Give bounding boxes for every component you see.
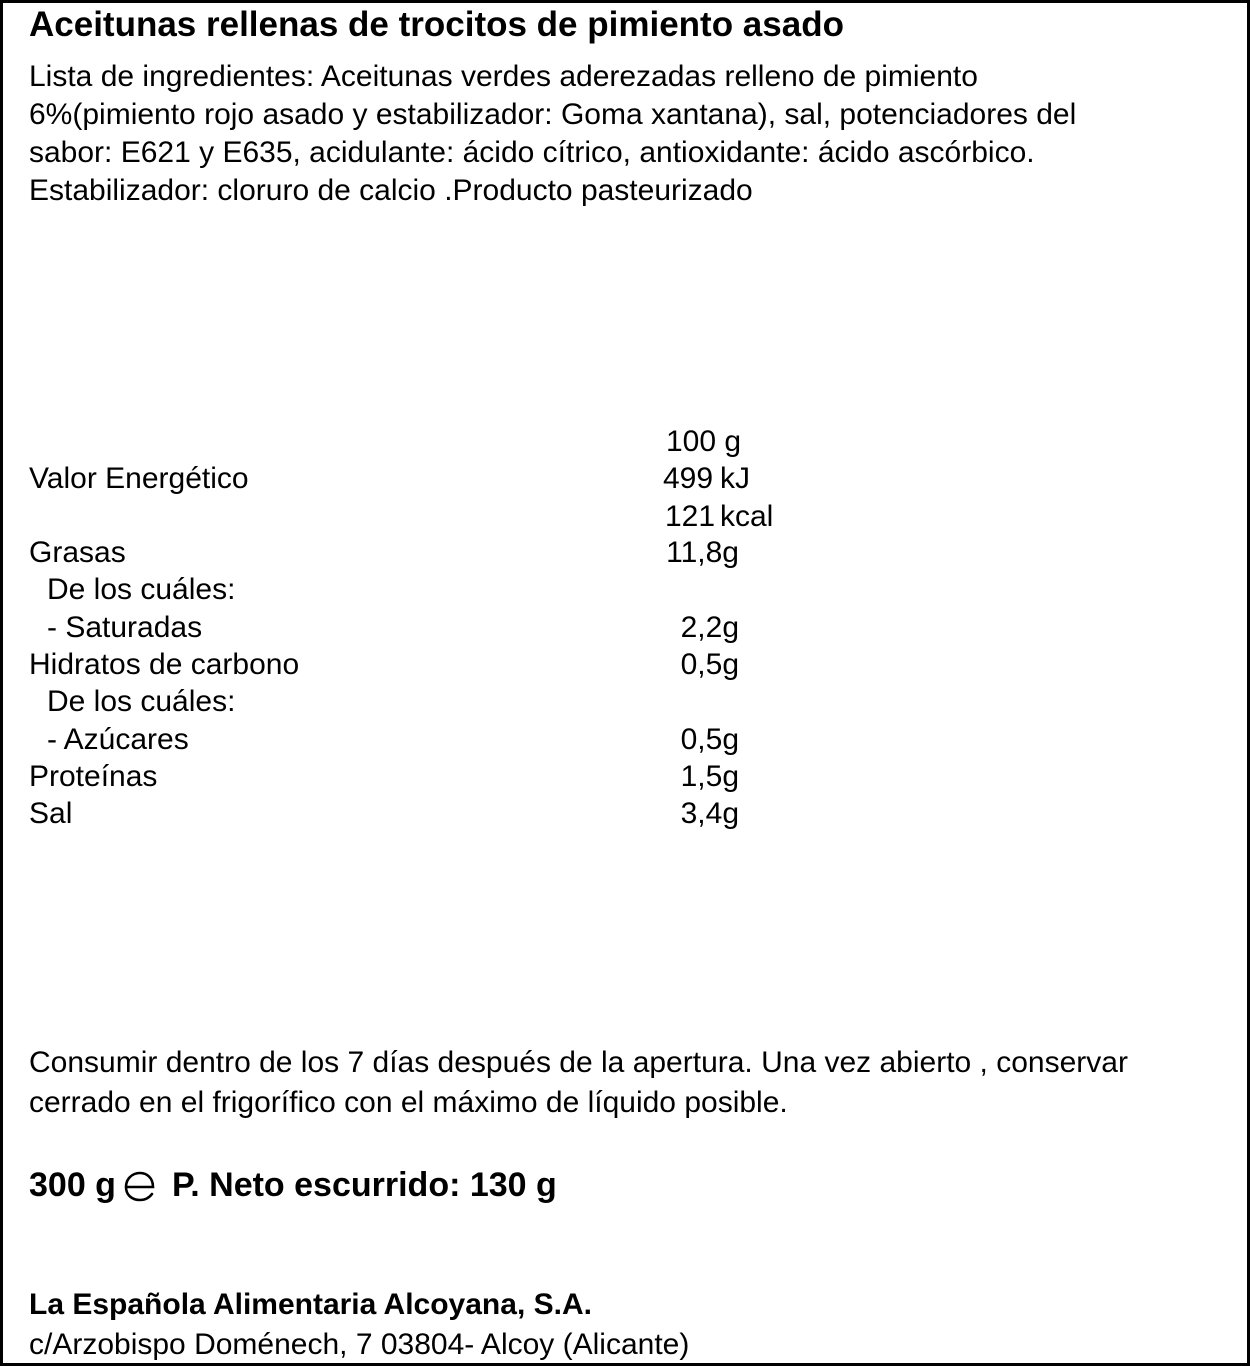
protein-label: Proteínas (29, 760, 158, 793)
energy-label: Valor Energético (29, 462, 249, 495)
storage-advice (29, 1043, 1128, 1123)
carbs-value: 0,5g (680, 648, 739, 681)
advice-line: Consumir dentro de los 7 días después de la apertura. Una vez abierto , conservar (29, 1046, 1128, 1079)
salt-label: Sal (29, 797, 73, 830)
company-name: La Española Alimentaria Alcoyana, S.A. (29, 1288, 592, 1321)
energy-kj-value: 499 (663, 462, 714, 495)
product-title: Aceitunas rellenas de trocitos de pimiento asado (29, 5, 844, 44)
ingredients-line: Lista de ingredientes: Aceitunas verdes aderezadas relleno de pimiento (29, 60, 978, 93)
energy-kcal-value: 121 (665, 500, 716, 533)
advice-line: cerrado en el frigorífico con el máximo de líquido posible. (29, 1086, 788, 1119)
saturated-label: - Saturadas (47, 611, 203, 644)
ingredients-line: sabor: E621 y E635, acidulante: ácido cítrico, antioxidante: ácido ascórbico. (29, 136, 1035, 169)
sugars-value: 0,5g (680, 723, 739, 756)
estimated-e-icon (122, 1169, 158, 1203)
fat-value: 11,8g (666, 536, 739, 569)
energy-kj-unit: kJ (720, 462, 750, 495)
saturated-value: 2,2g (680, 611, 739, 644)
of-which-label: De los cuáles: (47, 685, 236, 718)
carbs-label: Hidratos de carbono (29, 648, 300, 681)
drained-weight: P. Neto escurrido: 130 g (171, 1166, 557, 1204)
of-which-label: De los cuáles: (47, 573, 236, 606)
net-weight: 300 g (29, 1166, 116, 1204)
net-weight-row (29, 1166, 557, 1205)
fat-label: Grasas (29, 536, 126, 569)
ingredients-list (29, 58, 1229, 210)
salt-value: 3,4g (680, 797, 739, 830)
energy-kcal-unit: kcal (720, 500, 774, 533)
nutrition-per-header: 100 g (666, 425, 742, 458)
protein-value: 1,5g (680, 760, 739, 793)
company-address: c/Arzobispo Doménech, 7 03804- Alcoy (Alicante) (29, 1328, 690, 1361)
ingredients-line: 6%(pimiento rojo asado y estabilizador: Goma xantana), sal, potenciadores del (29, 98, 1077, 131)
sugars-label: - Azúcares (47, 723, 189, 756)
ingredients-line: Estabilizador: cloruro de calcio .Producto pasteurizado (29, 174, 753, 207)
